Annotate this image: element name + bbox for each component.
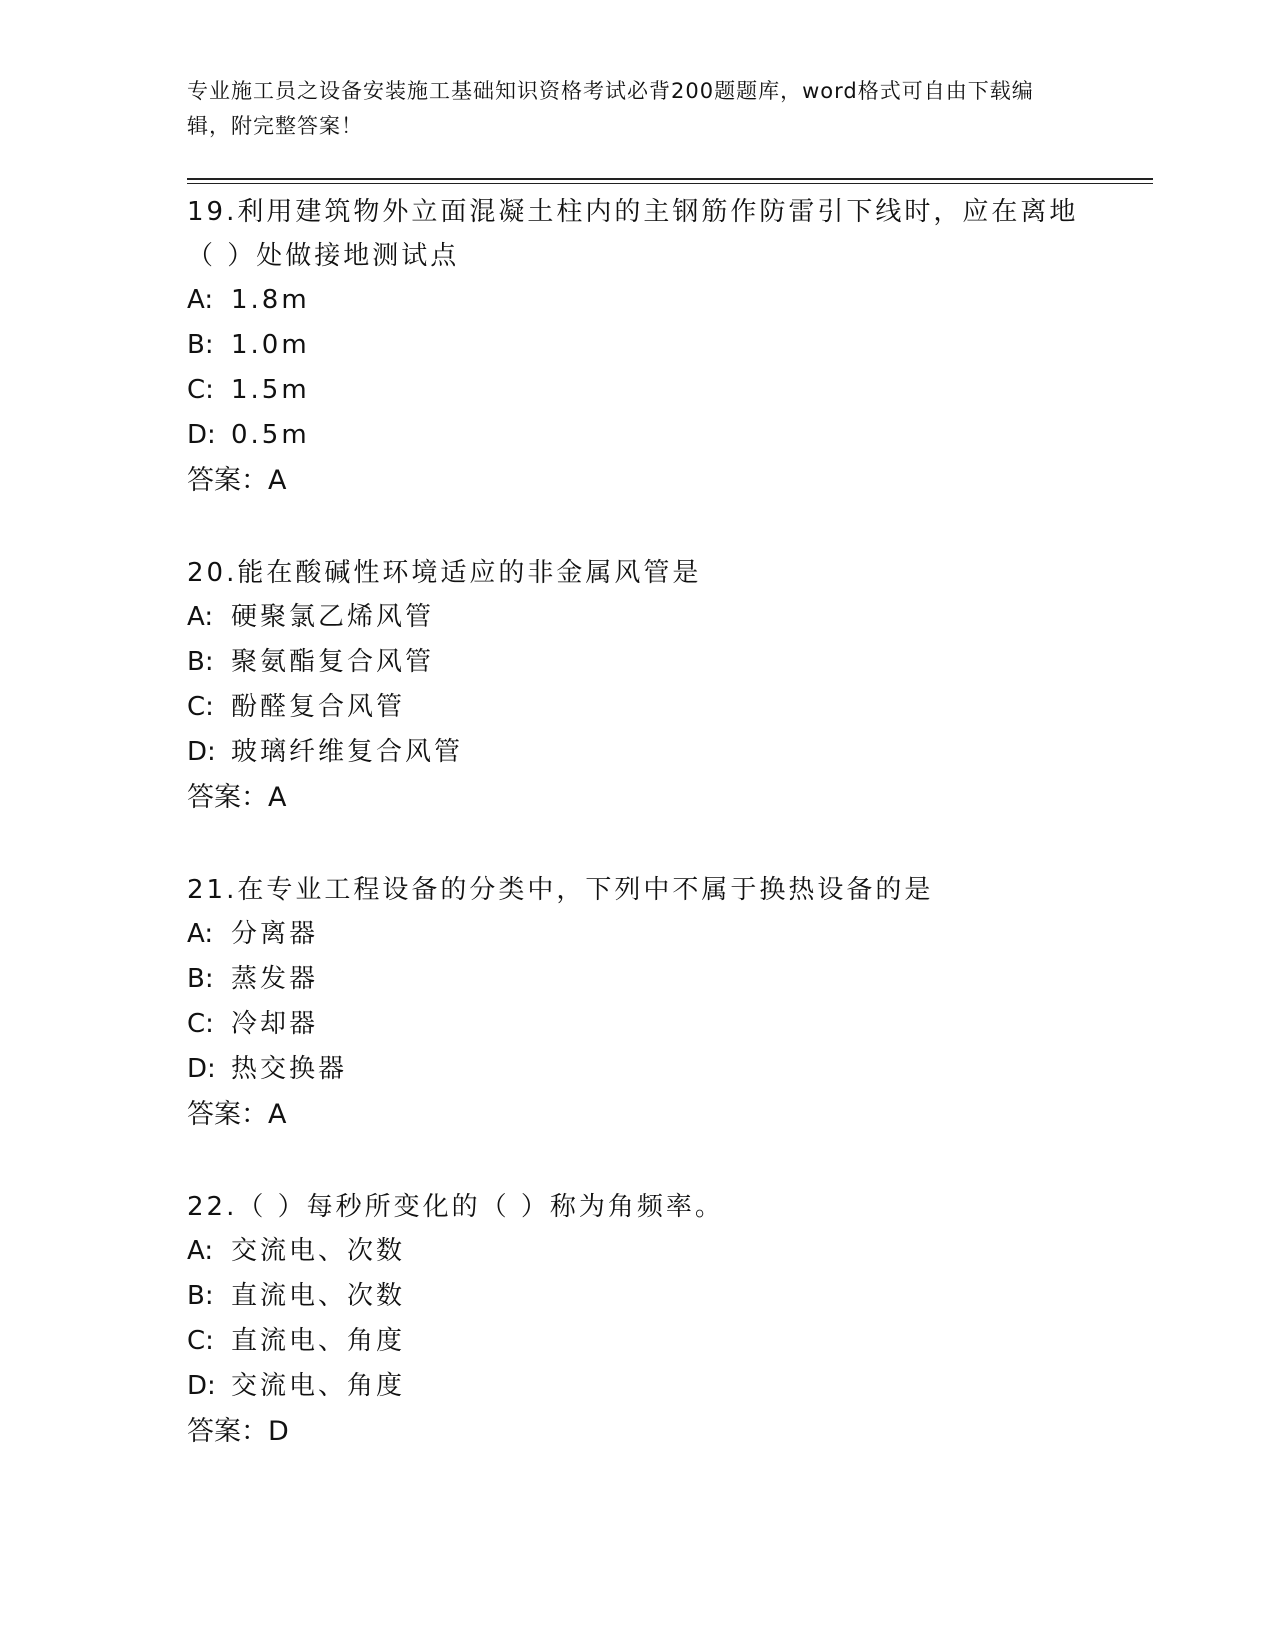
option-text: 分离器 xyxy=(231,919,319,949)
question-stem: 22.（ ）每秒所变化的（ ）称为角频率。 xyxy=(187,1192,724,1222)
option-letter: A: xyxy=(187,285,214,315)
question-list xyxy=(187,190,1087,1502)
option-letter: A: xyxy=(187,602,214,632)
option-text: 硬聚氯乙烯风管 xyxy=(231,602,435,632)
question-stem: 19.利用建筑物外立面混凝土柱内的主钢筋作防雷引下线时，应在离地（ ）处做接地测试点 xyxy=(187,197,1079,271)
option-text: 1.5m xyxy=(231,375,310,405)
option-a xyxy=(187,595,1087,640)
option-d xyxy=(187,1364,1087,1409)
option-d xyxy=(187,730,1087,775)
question-19 xyxy=(187,190,1087,504)
option-b xyxy=(187,1274,1087,1319)
option-a xyxy=(187,912,1087,957)
answer-line: 答案：A xyxy=(187,782,287,813)
option-letter: B: xyxy=(187,964,214,994)
option-a xyxy=(187,278,1087,323)
option-text: 交流电、次数 xyxy=(231,1236,406,1266)
option-text: 冷却器 xyxy=(231,1009,319,1039)
question-stem: 20.能在酸碱性环境适应的非金属风管是 xyxy=(187,558,702,588)
option-text: 1.8m xyxy=(231,285,310,315)
option-letter: C: xyxy=(187,692,214,722)
answer-line: 答案：A xyxy=(187,1099,287,1130)
question-20 xyxy=(187,551,1087,821)
option-d xyxy=(187,1047,1087,1092)
header-divider xyxy=(187,178,1153,180)
option-letter: C: xyxy=(187,375,214,405)
option-letter: C: xyxy=(187,1326,214,1356)
option-text: 酚醛复合风管 xyxy=(231,692,406,722)
option-letter: D: xyxy=(187,1371,216,1401)
option-letter: D: xyxy=(187,1054,216,1084)
header-divider-thin xyxy=(187,183,1153,184)
option-text: 0.5m xyxy=(231,420,310,450)
option-text: 直流电、次数 xyxy=(231,1281,406,1311)
option-d xyxy=(187,413,1087,458)
question-21 xyxy=(187,868,1087,1138)
option-c xyxy=(187,1002,1087,1047)
option-letter: B: xyxy=(187,647,214,677)
option-b xyxy=(187,640,1087,685)
option-b xyxy=(187,323,1087,368)
question-22 xyxy=(187,1185,1087,1455)
option-text: 直流电、角度 xyxy=(231,1326,406,1356)
option-text: 玻璃纤维复合风管 xyxy=(231,737,464,767)
option-c xyxy=(187,1319,1087,1364)
option-letter: A: xyxy=(187,919,214,949)
option-a xyxy=(187,1229,1087,1274)
option-c xyxy=(187,685,1087,730)
document-header: 专业施工员之设备安装施工基础知识资格考试必背200题题库，word格式可自由下载编辑，附完整答案！ xyxy=(187,79,1034,138)
option-letter: D: xyxy=(187,420,216,450)
option-text: 1.0m xyxy=(231,330,310,360)
question-stem: 21.在专业工程设备的分类中，下列中不属于换热设备的是 xyxy=(187,875,934,905)
option-letter: D: xyxy=(187,737,216,767)
option-text: 聚氨酯复合风管 xyxy=(231,647,435,677)
option-text: 交流电、角度 xyxy=(231,1371,406,1401)
option-text: 热交换器 xyxy=(231,1054,348,1084)
option-text: 蒸发器 xyxy=(231,964,319,994)
option-b xyxy=(187,957,1087,1002)
answer-line: 答案：D xyxy=(187,1416,289,1447)
option-letter: A: xyxy=(187,1236,214,1266)
option-c xyxy=(187,368,1087,413)
option-letter: C: xyxy=(187,1009,214,1039)
option-letter: B: xyxy=(187,330,214,360)
option-letter: B: xyxy=(187,1281,214,1311)
answer-line: 答案：A xyxy=(187,465,287,496)
